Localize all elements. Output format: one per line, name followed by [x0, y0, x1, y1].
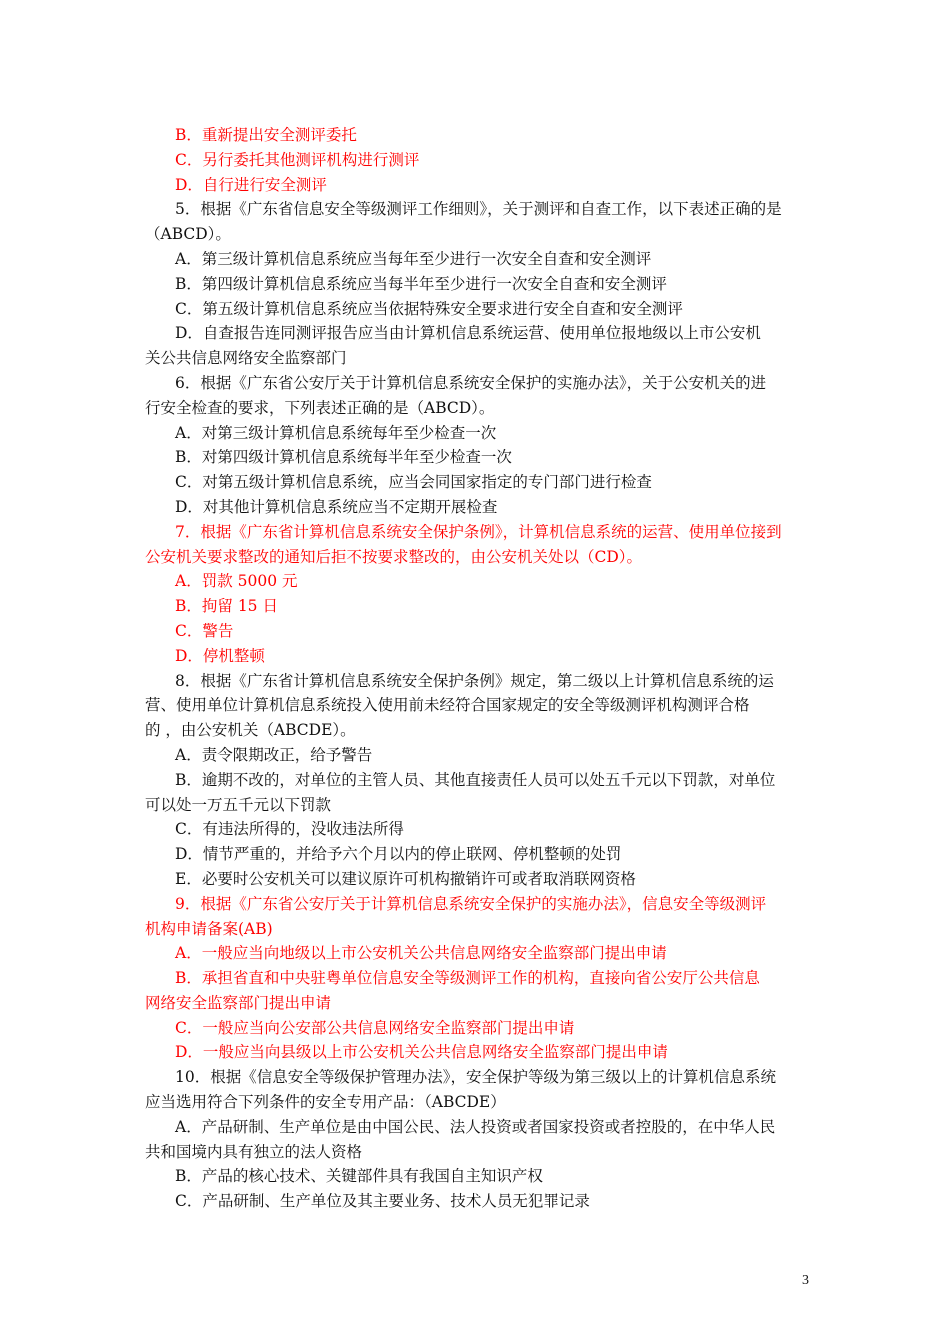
- text-line: A．对第三级计算机信息系统每年至少检查一次: [175, 423, 497, 442]
- text-line: 关公共信息网络安全监察部门: [145, 349, 347, 368]
- highlighted-text-line: C．警告: [175, 621, 234, 640]
- text-line: A．产品研制、生产单位是由中国公民、法人投资或者国家投资或者控股的，在中华人民: [175, 1117, 776, 1136]
- text-line: C．第五级计算机信息系统应当依据特殊安全要求进行安全自查和安全测评: [175, 299, 683, 318]
- text-line: 可以处一万五千元以下罚款: [145, 795, 332, 814]
- text-line: 应当选用符合下列条件的安全专用产品：（ABCDE）: [145, 1093, 506, 1112]
- highlighted-text-line: B．承担省直和中央驻粤单位信息安全等级测评工作的机构，直接向省公安厅公共信息: [175, 969, 760, 988]
- highlighted-text-line: C．一般应当向公安部公共信息网络安全监察部门提出申请: [175, 1018, 575, 1037]
- text-line: C．对第五级计算机信息系统，应当会同国家指定的专门部门进行检查: [175, 473, 652, 492]
- question-content: [145, 123, 807, 1214]
- text-line: 6．根据《广东省公安厅关于计算机信息系统安全保护的实施办法》，关于公安机关的进: [175, 373, 767, 392]
- text-line: 营、使用单位计算机信息系统投入使用前未经符合国家规定的安全等级测评机构测评合格: [145, 696, 750, 715]
- text-line: E．必要时公安机关可以建议原许可机构撤销许可或者取消联网资格: [175, 869, 636, 888]
- text-line: D．对其他计算机信息系统应当不定期开展检查: [175, 497, 498, 516]
- text-line: B．产品的核心技术、关键部件具有我国自主知识产权: [175, 1167, 543, 1186]
- text-line: C．产品研制、生产单位及其主要业务、技术人员无犯罪记录: [175, 1192, 590, 1211]
- highlighted-text-line: 机构申请备案(AB): [145, 919, 273, 938]
- highlighted-text-line: 9．根据《广东省公安厅关于计算机信息系统安全保护的实施办法》，信息安全等级测评: [175, 894, 767, 913]
- highlighted-text-line: 网络安全监察部门提出申请: [145, 993, 332, 1012]
- highlighted-text-line: B．重新提出安全测评委托: [175, 126, 357, 144]
- text-line: 5．根据《广东省信息安全等级测评工作细则》，关于测评和自查工作，以下表述正确的是: [175, 200, 782, 219]
- highlighted-text-line: A．罚款 5000 元: [175, 572, 298, 591]
- text-line: 10．根据《信息安全等级保护管理办法》，安全保护等级为第三级以上的计算机信息系统: [175, 1068, 776, 1087]
- text-line: B．对第四级计算机信息系统每半年至少检查一次: [175, 448, 512, 467]
- text-line: 行安全检查的要求，下列表述正确的是（ABCD）。: [145, 398, 495, 417]
- highlighted-text-line: C．另行委托其他测评机构进行测评: [175, 150, 420, 169]
- text-line: B．逾期不改的，对单位的主管人员、其他直接责任人员可以处五千元以下罚款，对单位: [175, 770, 776, 789]
- highlighted-text-line: D．一般应当向县级以上市公安机关公共信息网络安全监察部门提出申请: [175, 1043, 668, 1062]
- text-line: C．有违法所得的，没收违法所得: [175, 820, 404, 839]
- page-number: 3: [802, 1273, 809, 1288]
- text-line: B．第四级计算机信息系统应当每半年至少进行一次安全自查和安全测评: [175, 274, 667, 293]
- highlighted-text-line: 7．根据《广东省计算机信息系统安全保护条例》，计算机信息系统的运营、使用单位接到: [175, 522, 782, 541]
- text-line: 共和国境内具有独立的法人资格: [145, 1142, 363, 1161]
- highlighted-text-line: D．自行进行安全测评: [175, 175, 327, 194]
- highlighted-text-line: B．拘留 15 日: [175, 597, 278, 616]
- highlighted-text-line: A．一般应当向地级以上市公安机关公共信息网络安全监察部门提出申请: [175, 944, 667, 963]
- text-line: 8．根据《广东省计算机信息系统安全保护条例》规定，第二级以上计算机信息系统的运: [175, 671, 774, 690]
- highlighted-text-line: 公安机关要求整改的通知后拒不按要求整改的，由公安机关处以（CD）。: [145, 547, 643, 566]
- text-line: （ABCD）。: [145, 225, 231, 244]
- text-line: 的 ，由公安机关（ABCDE）。: [145, 721, 356, 740]
- text-line: D．自查报告连同测评报告应当由计算机信息系统运营、使用单位报地级以上市公安机: [175, 324, 761, 343]
- text-line: A．责令限期改正，给予警告: [175, 745, 373, 764]
- text-line: A．第三级计算机信息系统应当每年至少进行一次安全自查和安全测评: [175, 249, 652, 268]
- highlighted-text-line: D．停机整顿: [175, 646, 265, 665]
- text-line: D．情节严重的，并给予六个月以内的停止联网、停机整顿的处罚: [175, 845, 622, 864]
